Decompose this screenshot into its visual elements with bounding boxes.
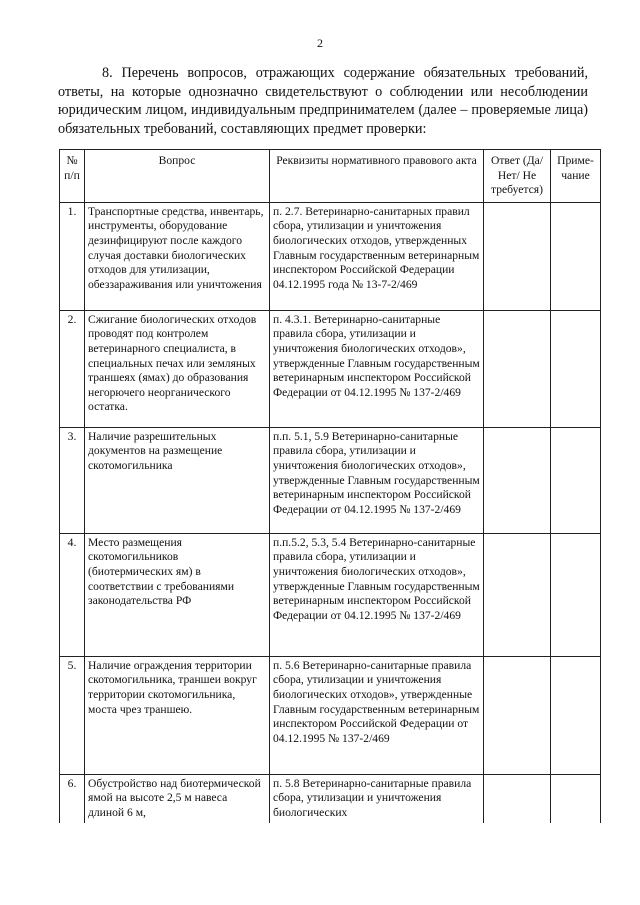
row-question: Наличие ограждения территории скотомогильника, траншеи вокруг территории скотомогильника, моста чрез траншею. (85, 656, 270, 774)
row-question: Транспортные средства, инвентарь, инструменты, оборудование дезинфицируют после каждого случая доставки биологических отходов для утилизации, обеззараживания или уничтожения (85, 202, 270, 310)
table-row (60, 774, 601, 822)
row-question: Наличие разрешительных документов на размещение скотомогильника (85, 427, 270, 533)
row-question: Обустройство над биотермической ямой на высоте 2,5 м навеса длиной 6 м, (85, 774, 270, 822)
row-answer (484, 774, 551, 822)
row-note (551, 533, 601, 656)
row-reference: п. 2.7. Ветеринарно-санитарных правил сбора, утилизации и уничтожения биологических отходов, утвержденных Главным государственным ветеринарным инспектором Российской Федерации 04.12.1995 года № 13-7-2/469 (270, 202, 484, 310)
row-answer (484, 427, 551, 533)
row-num: 2. (60, 310, 85, 427)
row-num: 6. (60, 774, 85, 822)
row-reference: п. 5.6 Ветеринарно-санитарные правила сбора, утилизации и уничтожения биологических отходов», утвержденные Главным государственным ветеринарным инспектором Российской Федерации от 04.12.1995 № 137-2/469 (270, 656, 484, 774)
row-reference: п. 4.3.1. Ветеринарно-санитарные правила сбора, утилизации и уничтожения биологических отходов», утвержденные Главным государственным ветеринарным инспектором Российской Федерации от 04.12.1995 № 137-2/469 (270, 310, 484, 427)
requirements-table (59, 149, 601, 823)
row-answer (484, 202, 551, 310)
header-answer: Ответ (Да/ Нет/ Не требуется) (484, 150, 551, 203)
table-row (60, 202, 601, 310)
table-row (60, 656, 601, 774)
row-reference: п.п.5.2, 5.3, 5.4 Ветеринарно-санитарные правила сбора, утилизации и уничтожения биологических отходов», утвержденные Главным государственным ветеринарным инспектором Российской Федерации от 04.12.1995 № 137-2/469 (270, 533, 484, 656)
row-answer (484, 656, 551, 774)
row-num: 4. (60, 533, 85, 656)
row-note (551, 310, 601, 427)
table-row (60, 533, 601, 656)
table-header-row (60, 150, 601, 203)
row-note (551, 202, 601, 310)
row-reference: п. 5.8 Ветеринарно-санитарные правила сбора, утилизации и уничтожения биологических (270, 774, 484, 822)
row-reference: п.п. 5.1, 5.9 Ветеринарно-санитарные правила сбора, утилизации и уничтожения биологических отходов», утвержденные Главным государственным ветеринарным инспектором Российской Федерации от 04.12.1995 № 137-2/469 (270, 427, 484, 533)
table-row (60, 310, 601, 427)
page-number: 2 (317, 36, 323, 50)
row-note (551, 774, 601, 822)
table-row (60, 427, 601, 533)
header-question: Вопрос (85, 150, 270, 203)
row-question: Место размещения скотомогильников (биотермических ям) в соответствии с требованиями законодательства РФ (85, 533, 270, 656)
header-reference: Реквизиты нормативного правового акта (270, 150, 484, 203)
row-num: 3. (60, 427, 85, 533)
row-question: Сжигание биологических отходов проводят под контролем ветеринарного специалиста, в специальных печах или земляных траншеях (ямах) до образования негорючего неорганического остатка. (85, 310, 270, 427)
header-note: Приме-чание (551, 150, 601, 203)
row-answer (484, 310, 551, 427)
row-num: 1. (60, 202, 85, 310)
row-num: 5. (60, 656, 85, 774)
row-answer (484, 533, 551, 656)
intro-paragraph: 8. Перечень вопросов, отражающих содержание обязательных требований, ответы, на которые однозначно свидетельствуют о соблюдении или несоблюдении юридическим лицом, индивидуальным предпринимателем (далее – проверяемые лица) обязательных требований, составляющих предмет проверки: (58, 65, 588, 137)
header-num: № п/п (60, 150, 85, 203)
row-note (551, 656, 601, 774)
row-note (551, 427, 601, 533)
